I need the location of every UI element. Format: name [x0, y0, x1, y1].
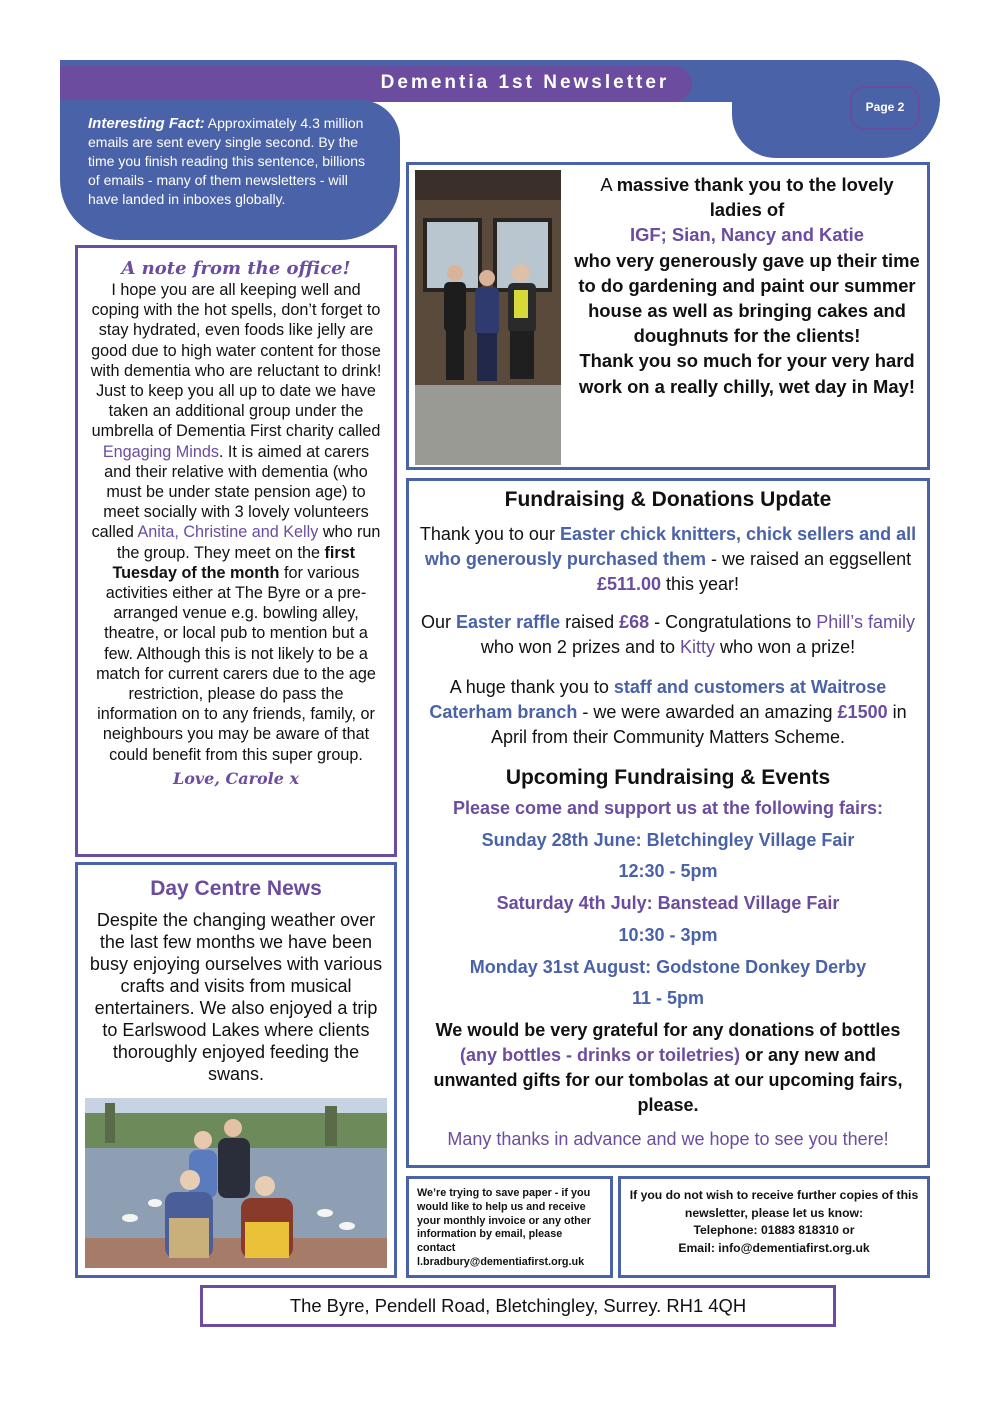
fundraising-title: Fundraising & Donations Update [504, 488, 832, 511]
unsubscribe-phone: Telephone: 01883 818310 or [693, 1223, 855, 1237]
office-note-box [75, 245, 397, 857]
donations-1: We would be very grateful for any donations of bottles [435, 1020, 901, 1040]
fund-p2g: who won 2 prizes and to [480, 637, 681, 657]
office-note-text [88, 280, 384, 765]
fact-lead: Interesting Fact: [88, 115, 205, 132]
thanks-b: massive thank you to the lovely ladies of [616, 174, 894, 221]
upcoming-intro: Please come and support us at the following fairs: [452, 798, 884, 818]
fund-p2c: raised [560, 612, 620, 632]
fundraising-paragraph-3 [418, 675, 918, 750]
fund-p2d: £68 [619, 612, 650, 632]
volunteers-photo [415, 170, 561, 465]
thanks-a: A [600, 174, 617, 195]
page-number: Page 2 [850, 86, 920, 130]
unsubscribe-box [618, 1176, 930, 1278]
fund-p2a: Our [421, 612, 457, 632]
fund-p2b: Easter raffle [456, 612, 561, 632]
meeting-day: first Tuesday of the month [112, 543, 356, 582]
event-2: Saturday 4th July: Banstead Village Fair [496, 893, 840, 913]
event-3-time: 11 - 5pm [631, 988, 705, 1008]
office-text-1: I hope you are all keeping well and coping with the hot spells, don’t forget to stay hydrated, even foods like jelly are good due to high water content for those with dementia who are reluctant to drink! Just to keep you all up to date we have taken an additional group under the umbrella of Dementia First charity called [90, 281, 382, 441]
event-1-time: 12:30 - 5pm [618, 861, 718, 881]
fund-p2e: - Congratulations to [649, 612, 817, 632]
engaging-minds-name: Engaging Minds [102, 442, 219, 461]
upcoming-events-title: Upcoming Fundraising & Events [505, 766, 831, 789]
donations-request [418, 1018, 918, 1118]
interesting-fact-box [60, 100, 400, 240]
save-paper-box: We’re trying to save paper - if you would like to help us and receive your monthly invoice or any other information by email, please contact l.bradbury@dementiafirst.org.uk [406, 1176, 613, 1278]
office-note-title: A note from the office! [121, 258, 351, 279]
closing-message: Many thanks in advance and we hope to see you there! [447, 1129, 889, 1149]
office-text-3: who run the group. They meet on the [116, 523, 381, 562]
unsubscribe-email: Email: info@dementiafirst.org.uk [678, 1240, 870, 1255]
fund-p1b: Easter chick knitters, chick sellers and all who generously purchased them [424, 524, 917, 569]
fund-p3b: staff and customers at Waitrose Caterham branch [429, 677, 887, 722]
fund-p3c: - we were awarded an amazing [577, 702, 838, 722]
fund-p1d: £511.00 [596, 574, 662, 594]
day-centre-title: Day Centre News [150, 877, 322, 900]
donations-2: (any bottles - drinks or toiletries) [459, 1045, 740, 1065]
thanks-c: who very generously gave up their time to do gardening and paint our summer house as well as bringing cakes and doughnuts for the clients! [574, 249, 920, 347]
day-centre-text: Despite the changing weather over the last few months we have been busy enjoying ourselves with various crafts and visits from musical entertainers. We also enjoyed a trip to Earlswood Lakes where clients thoroughly enjoyed feeding the swans. [89, 910, 383, 1084]
fund-p1c: - we raised an eggsellent [705, 549, 912, 569]
fund-p2h: Kitty [680, 637, 716, 657]
fundraising-paragraph-1 [418, 522, 918, 597]
donations-3: or any new and unwanted gifts for our tombolas at our upcoming fairs, please. [433, 1045, 903, 1115]
newsletter-title: Dementia 1st Newsletter [380, 72, 670, 93]
office-text-4: for various activities either at The Byre or a pre-arranged venue e.g. bowling alley, theatre, or local pub to mention but a few. Although this is not likely to be a match for current carers due to the age restriction, please do pass the information on to any friends, family, or neighbours you may be aware of that could benefit from this super group. [96, 563, 376, 764]
office-text-2: . It is aimed at carers and their relative with dementia (who must be under state pension age) to meet socially with 3 lovely volunteers called [91, 442, 370, 542]
event-1: Sunday 28th June: Bletchingley Village Fair [481, 830, 855, 850]
event-2-time: 10:30 - 3pm [618, 925, 718, 945]
office-signature: Love, Carole x [172, 768, 300, 788]
fact-text: Approximately 4.3 million emails are sent every single second. By the time you finish reading this sentence, billions of emails - many of them newsletters - will have landed in inboxes globally. [88, 115, 366, 207]
unsubscribe-text: If you do not wish to receive further copies of this newsletter, please let us know: [629, 1188, 919, 1220]
fund-p2f: Phill’s family [816, 612, 915, 632]
volunteer-names: Anita, Christine and Kelly [137, 523, 319, 542]
fundraising-paragraph-2 [418, 610, 918, 660]
volunteer-group-names: IGF; Sian, Nancy and Katie [629, 224, 865, 246]
fund-p2i: who won a prize! [715, 637, 856, 657]
event-3: Monday 31st August: Godstone Donkey Derby [469, 957, 867, 977]
thanks-text [572, 172, 922, 399]
fund-p1a: Thank you to our [419, 524, 560, 544]
lake-swans-photo [85, 1098, 387, 1268]
thanks-d: Thank you so much for your very hard work on a really chilly, wet day in May! [579, 350, 915, 397]
fund-p3a: A huge thank you to [449, 677, 614, 697]
address: The Byre, Pendell Road, Bletchingley, Surrey. RH1 4QH [200, 1285, 836, 1327]
fund-p1e: this year! [661, 574, 740, 594]
fund-p3e: in April from their Community Matters Scheme. [490, 702, 907, 747]
fund-p3d: £1500 [837, 702, 888, 722]
